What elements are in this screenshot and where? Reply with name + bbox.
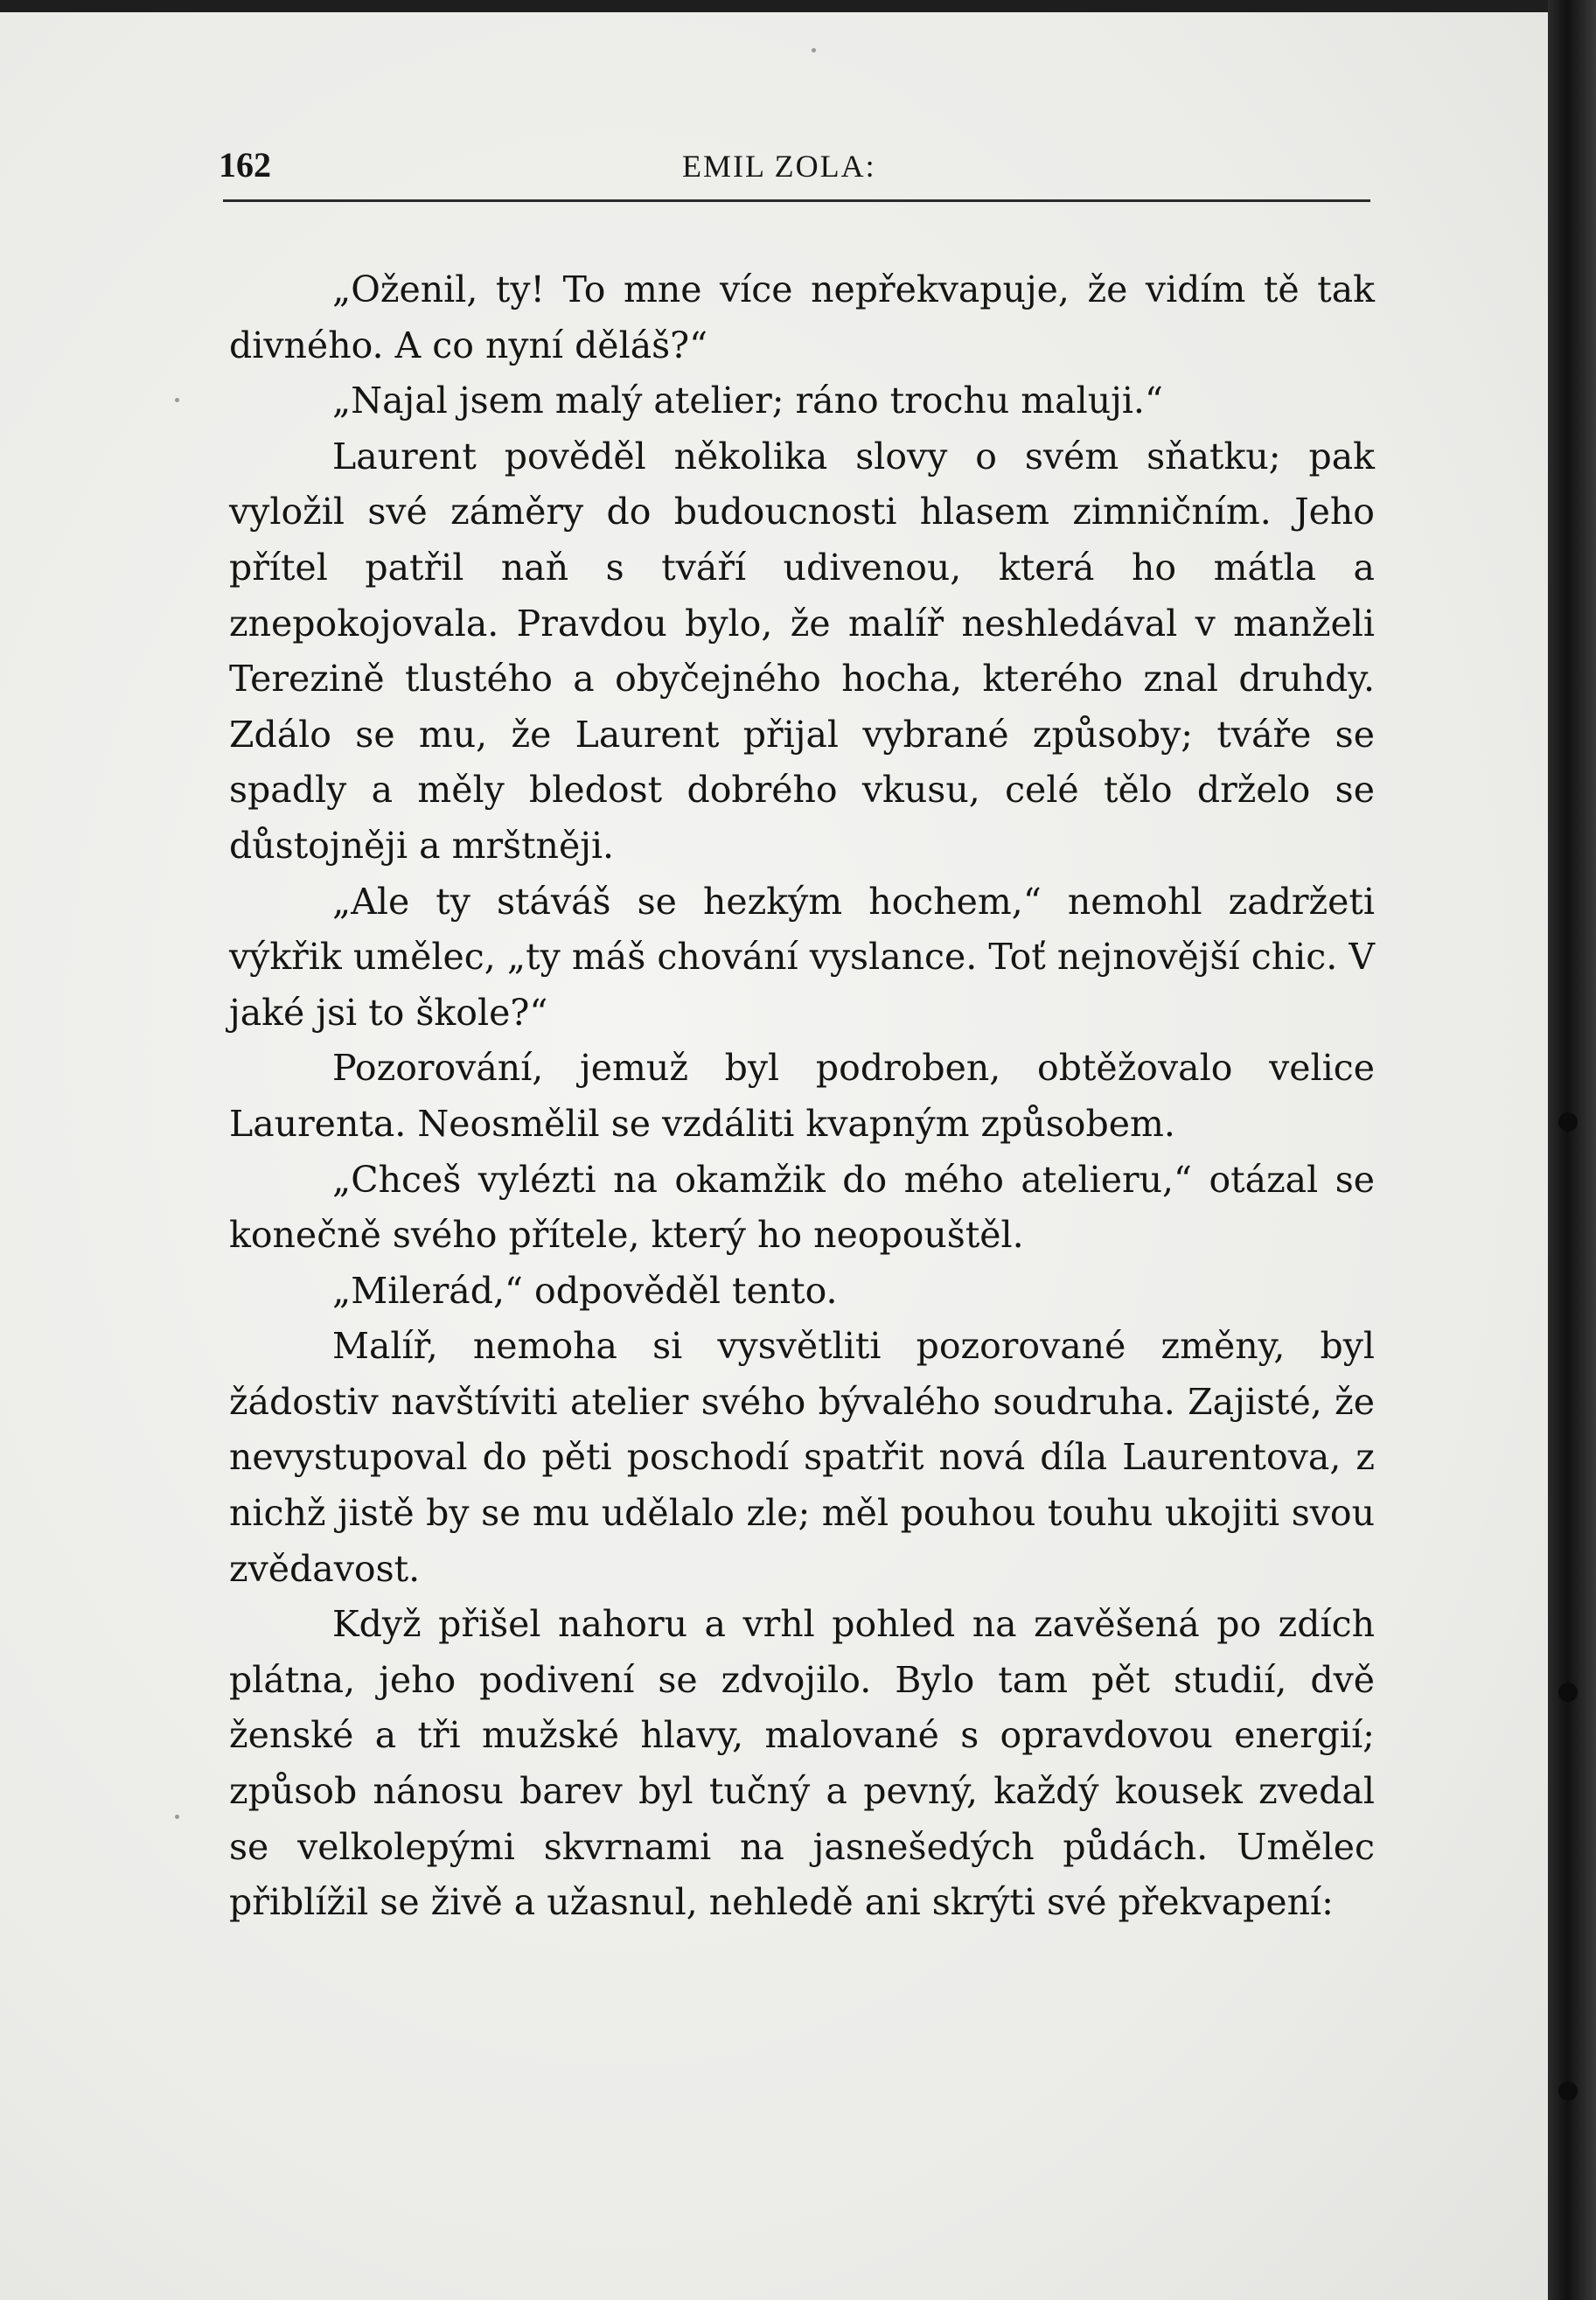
paragraph: Když přišel nahoru a vrhl pohled na zavěšená po zdích plátna, jeho podivení se zdvojilo. Bylo tam pět studií, dvě ženské a tři mužské hlavy, malované s opravdovou energií; způsob nánosu barev byl tučný a pevný, každý kousek zvedal se velkolepými skvrnami na jasnešedých půdách. Umělec přiblížil se živě a užasnul, nehledě ani skrýti své překvapení: <box>229 1603 1375 1924</box>
spine-binding-mark <box>1558 1683 1578 1702</box>
paragraph: „Najal jsem malý atelier; ráno trochu maluji.“ <box>332 380 1163 422</box>
paragraph: Pozorování, jemuž byl podroben, obtěžovalo velice Laurenta. Neosmělil se vzdáliti kvapným způsobem. <box>229 1047 1375 1145</box>
spine-binding-mark <box>1558 2081 1578 2101</box>
running-head: EMIL ZOLA: <box>682 149 876 184</box>
paragraph: „Chceš vylézti na okamžik do mého atelieru,“ otázal se konečně svého přítele, který ho neopouštěl. <box>229 1158 1375 1257</box>
page-speck <box>812 48 816 52</box>
paragraph: „Oženil, ty! To mne více nepřekvapuje, že vidím tě tak divného. A co nyní děláš?“ <box>229 268 1375 366</box>
paragraph: Laurent pověděl několika slovy o svém sňatku; pak vyložil své záměry do budoucnosti hlasem zimničním. Jeho přítel patřil naň s tváří udivenou, která ho mátla a znepokojovala. Pravdou bylo, že malíř neshledával v manželi Terezině tlustého a obyčejného hocha, kterého znal druhdy. Zdálo se mu, že Laurent přijal vybrané způsoby; tváře se spadly a měly bledost dobrého vkusu, celé tělo drželo se důstojněji a mrštněji. <box>229 435 1375 867</box>
page-speck <box>175 398 179 402</box>
book-spine-shadow <box>1548 0 1596 2300</box>
page-header <box>219 144 1373 197</box>
paragraph: „Ale ty stáváš se hezkým hochem,“ nemohl zadržeti výkřik umělec, „ty máš chování vyslance. Toť nejnovější chic. V jaké jsi to škole?“ <box>229 880 1375 1034</box>
paragraph: „Milerád,“ odpověděl tento. <box>332 1269 838 1312</box>
page-number: 162 <box>219 145 271 185</box>
body-text <box>229 262 1375 1931</box>
paragraph: Malíř, nemoha si vysvětliti pozorované změny, byl žádostiv navštíviti atelier svého bývalého soudruha. Zajisté, že nevystupoval do pěti poschodí spatřit nová díla Laurentova, z nichž jistě by se mu udělalo zle; měl pouhou touhu ukojiti svou zvědavost. <box>229 1325 1375 1590</box>
spine-binding-mark <box>1558 1112 1578 1132</box>
header-rule <box>223 199 1370 202</box>
page-speck <box>175 1815 179 1819</box>
